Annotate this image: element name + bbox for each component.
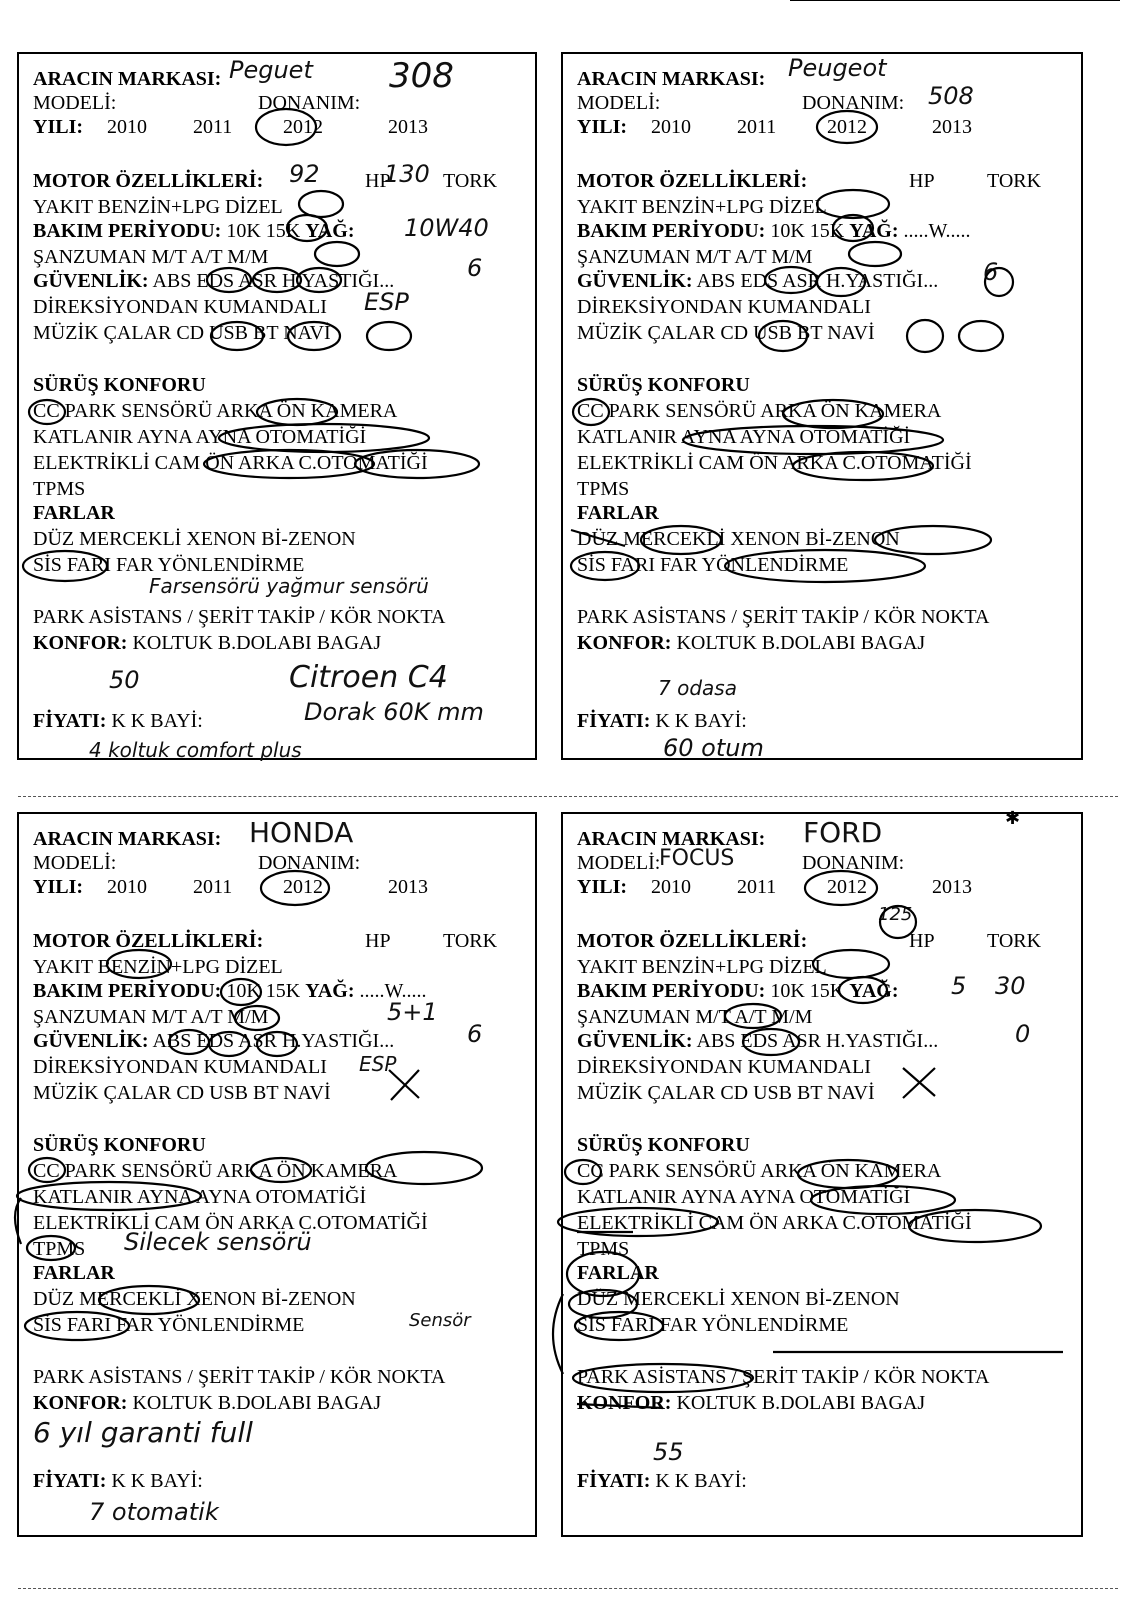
year-2011: 2011: [193, 876, 233, 898]
music-line: MÜZİK ÇALAR CD USB BT NAVİ: [577, 1082, 875, 1104]
oil-b-handwritten: 30: [995, 972, 1026, 1000]
price-label: FİYATI:: [577, 710, 651, 732]
hp-handwritten: 125: [878, 904, 913, 925]
torque-handwritten: 130: [384, 160, 430, 188]
year-2010: 2010: [651, 876, 691, 898]
assist-line: PARK ASİSTANS / ŞERİT TAKİP / KÖR NOKTA: [577, 1366, 990, 1388]
brand-handwritten: Peugeot: [788, 54, 887, 82]
comfort-label: SÜRÜŞ KONFORU: [577, 374, 750, 396]
price-label: FİYATI:: [577, 1470, 651, 1492]
gearbox-line: ŞANZUMAN M/T A/T M/M: [33, 1006, 269, 1028]
konfor-label: KONFOR:: [33, 1392, 128, 1414]
year-2010: 2010: [107, 876, 147, 898]
model-label: MODELİ:: [577, 92, 661, 114]
safety-label: GÜVENLİK:: [33, 270, 149, 292]
comfort-label: SÜRÜŞ KONFORU: [33, 1134, 206, 1156]
assist-line: PARK ASİSTANS / ŞERİT TAKİP / KÖR NOKTA: [33, 606, 446, 628]
steering-handwritten: ESP: [364, 288, 409, 316]
year-2013: 2013: [932, 876, 972, 898]
airbag-handwritten: 6: [467, 1020, 483, 1048]
konfor-note-handwritten: 6 yıl garanti full: [33, 1416, 253, 1449]
lights-line-2: SİS FARI FAR YÖNLENDİRME: [33, 554, 305, 576]
fuel-line: YAKIT BENZİN+LPG DİZEL: [33, 196, 283, 218]
gearbox-handwritten: 5+1: [387, 998, 438, 1026]
oil-label: YAĞ:: [849, 220, 899, 242]
airbag-handwritten: 6: [467, 254, 483, 282]
cut-line-middle: [18, 796, 1118, 797]
trim-label: DONANIM:: [802, 92, 905, 114]
dealer-handwritten: Dorak 60K mm: [304, 698, 484, 726]
card-4: [561, 812, 1083, 1537]
comfort-line-1: CC PARK SENSÖRÜ ARKA ÖN KAMERA: [577, 400, 942, 422]
price-rest: K K BAYİ:: [655, 710, 747, 732]
oil-blank: .....W.....: [359, 980, 427, 1002]
cut-line-bottom: [18, 1588, 1118, 1589]
engine-label: MOTOR ÖZELLİKLERİ:: [33, 930, 264, 952]
citroen-note-handwritten: Citroen C4: [289, 660, 448, 695]
steering-line: DİREKSİYONDAN KUMANDALI: [577, 296, 871, 318]
brand-label: ARACIN MARKASI:: [33, 68, 222, 90]
safety-label: GÜVENLİK:: [33, 1030, 149, 1052]
brand-label: ARACIN MARKASI:: [577, 828, 766, 850]
assist-line: PARK ASİSTANS / ŞERİT TAKİP / KÖR NOKTA: [33, 1366, 446, 1388]
service-options: 10K 15K: [770, 980, 845, 1002]
comfort-line-3: ELEKTRİKLİ CAM ÖN ARKA C.OTOMATİĞİ: [577, 452, 972, 474]
year-2010: 2010: [107, 116, 147, 138]
comfort-line-3: ELEKTRİKLİ CAM ÖN ARKA C.OTOMATİĞİ: [33, 452, 428, 474]
oil-handwritten: 10W40: [404, 214, 489, 242]
price-note-handwritten: 55: [653, 1438, 684, 1466]
engine-label: MOTOR ÖZELLİKLERİ:: [577, 930, 808, 952]
engine-label: MOTOR ÖZELLİKLERİ:: [577, 170, 808, 192]
hp-handwritten: 92: [289, 160, 320, 188]
lights-line-2: SİS FARI FAR YÖNLENDİRME: [33, 1314, 305, 1336]
brand-handwritten: HONDA: [249, 816, 354, 849]
comfort-label: SÜRÜŞ KONFORU: [577, 1134, 750, 1156]
service-label: BAKIM PERİYODU:: [33, 980, 222, 1002]
year-2010: 2010: [651, 116, 691, 138]
year-2011: 2011: [193, 116, 233, 138]
torque-label: TORK: [443, 170, 498, 192]
year-label: YILI:: [577, 876, 628, 898]
comfort-line-2: KATLANIR AYNA AYNA OTOMATİĞİ: [33, 426, 367, 448]
hp-label: HP: [365, 170, 391, 192]
oil-blank: .....W.....: [903, 220, 971, 242]
year-label: YILI:: [33, 876, 84, 898]
lights-note-handwritten: Sensör: [409, 1310, 471, 1331]
card-3: [17, 812, 537, 1537]
fuel-line: YAKIT BENZİN+LPG DİZEL: [33, 956, 283, 978]
comfort-line-4: TPMS: [577, 478, 630, 500]
service-label: BAKIM PERİYODU:: [577, 980, 766, 1002]
card-2: [561, 52, 1083, 760]
gearbox-line: ŞANZUMAN M/T A/T M/M: [33, 246, 269, 268]
lights-line-1: DÜZ MERCEKLİ XENON Bİ-ZENON: [33, 1288, 356, 1310]
brand-label: ARACIN MARKASI:: [577, 68, 766, 90]
music-line: MÜZİK ÇALAR CD USB BT NAVİ: [33, 1082, 331, 1104]
year-label: YILI:: [33, 116, 84, 138]
service-options: 10K 15K: [226, 980, 301, 1002]
model-number-handwritten: 308: [389, 56, 454, 96]
hp-label: HP: [909, 930, 935, 952]
tpms-note-handwritten: Silecek sensörü: [124, 1228, 312, 1256]
model-label: MODELİ:: [577, 852, 661, 874]
safety-label: GÜVENLİK:: [577, 270, 693, 292]
safety-options: ABS EDS ASR H.YASTIĞI...: [696, 270, 939, 292]
konfor-options: KOLTUK B.DOLABI BAGAJ: [132, 1392, 382, 1414]
price-rest: K K BAYİ:: [111, 1470, 203, 1492]
lights-line-1: DÜZ MERCEKLİ XENON Bİ-ZENON: [33, 528, 356, 550]
price-rest: K K BAYİ:: [111, 710, 203, 732]
comfort-line-1: CC PARK SENSÖRÜ ARKA ÖN KAMERA: [33, 400, 398, 422]
assist-line: PARK ASİSTANS / ŞERİT TAKİP / KÖR NOKTA: [577, 606, 990, 628]
model-label: MODELİ:: [33, 92, 117, 114]
comfort-line-1: CC PARK SENSÖRÜ ARKA ÖN KAMERA: [33, 1160, 398, 1182]
konfor-label: KONFOR:: [577, 1392, 672, 1414]
star-mark: ✱: [1005, 808, 1021, 828]
comfort-line-1: CC PARK SENSÖRÜ ARKA ÖN KAMERA: [577, 1160, 942, 1182]
bottom-note-handwritten: 60 otum: [663, 734, 764, 762]
konfor-label: KONFOR:: [577, 632, 672, 654]
year-2012: 2012: [283, 116, 323, 138]
airbag-handwritten: 6: [983, 258, 999, 286]
service-options: 10K 15K: [770, 220, 845, 242]
price-label: FİYATI:: [33, 1470, 107, 1492]
torque-label: TORK: [987, 930, 1042, 952]
price-label: FİYATI:: [33, 710, 107, 732]
service-label: BAKIM PERİYODU:: [577, 220, 766, 242]
gearbox-line: ŞANZUMAN M/T A/T M/M: [577, 246, 813, 268]
gearbox-line: ŞANZUMAN M/T A/T M/M: [577, 1006, 813, 1028]
oil-a-handwritten: 5: [951, 972, 967, 1000]
konfor-options: KOLTUK B.DOLABI BAGAJ: [132, 632, 382, 654]
comfort-label: SÜRÜŞ KONFORU: [33, 374, 206, 396]
oil-label: YAĞ:: [305, 220, 355, 242]
konfor-options: KOLTUK B.DOLABI BAGAJ: [676, 1392, 926, 1414]
lights-line-1: DÜZ MERCEKLİ XENON Bİ-ZENON: [577, 528, 900, 550]
oil-label: YAĞ:: [849, 980, 899, 1002]
lights-label: FARLAR: [577, 1262, 659, 1284]
year-2013: 2013: [932, 116, 972, 138]
lights-note-handwritten: Farsensörü yağmur sensörü: [149, 574, 429, 598]
lights-line-1: DÜZ MERCEKLİ XENON Bİ-ZENON: [577, 1288, 900, 1310]
brand-label: ARACIN MARKASI:: [33, 828, 222, 850]
comfort-line-2: KATLANIR AYNA AYNA OTOMATİĞİ: [33, 1186, 367, 1208]
service-options: 10K 15K: [226, 220, 301, 242]
year-2013: 2013: [388, 876, 428, 898]
safety-options: ABS EDS ASR H.YASTIĞI...: [696, 1030, 939, 1052]
konfor-label: KONFOR:: [33, 632, 128, 654]
steering-handwritten: ESP: [359, 1052, 397, 1076]
comfort-line-4: TPMS: [33, 1238, 86, 1260]
comfort-line-2: KATLANIR AYNA AYNA OTOMATİĞİ: [577, 1186, 911, 1208]
steering-line: DİREKSİYONDAN KUMANDALI: [577, 1056, 871, 1078]
konfor-options: KOLTUK B.DOLABI BAGAJ: [676, 632, 926, 654]
note-50-handwritten: 50: [109, 666, 140, 694]
price-note-handwritten: 7 odasa: [658, 676, 737, 700]
comfort-line-3: ELEKTRİKLİ CAM ÖN ARKA C.OTOMATİĞİ: [33, 1212, 428, 1234]
fuel-line: YAKIT BENZİN+LPG DİZEL: [577, 196, 827, 218]
oil-label: YAĞ:: [305, 980, 355, 1002]
lights-line-2: SİS FARI FAR YÖNLENDİRME: [577, 554, 849, 576]
trim-label: DONANIM:: [258, 852, 361, 874]
year-label: YILI:: [577, 116, 628, 138]
brand-handwritten: FORD: [803, 816, 883, 849]
year-2012: 2012: [827, 116, 867, 138]
year-2011: 2011: [737, 876, 777, 898]
brand-handwritten: Peguet: [229, 56, 313, 84]
steering-line: DİREKSİYONDAN KUMANDALI: [33, 296, 327, 318]
service-label: BAKIM PERİYODU:: [33, 220, 222, 242]
trim-label: DONANIM:: [258, 92, 361, 114]
model-handwritten: FOCUS: [659, 846, 735, 871]
model-number-handwritten: 508: [928, 82, 974, 110]
safety-options: ABS EDS ASR H.YASTIĞI...: [152, 1030, 395, 1052]
hp-label: HP: [909, 170, 935, 192]
safety-options: ABS EDS ASR H.YASTIĞI...: [152, 270, 395, 292]
comfort-line-2: KATLANIR AYNA AYNA OTOMATİĞİ: [577, 426, 911, 448]
card-1: [17, 52, 537, 760]
airbag-handwritten: 0: [1015, 1020, 1031, 1048]
year-2012: 2012: [283, 876, 323, 898]
trim-label: DONANIM:: [802, 852, 905, 874]
year-2012: 2012: [827, 876, 867, 898]
torque-label: TORK: [987, 170, 1042, 192]
lights-label: FARLAR: [33, 1262, 115, 1284]
bottom-note-handwritten: 4 koltuk comfort plus: [89, 738, 302, 762]
lights-line-2: SİS FARI FAR YÖNLENDİRME: [577, 1314, 849, 1336]
comfort-line-4: TPMS: [577, 1238, 630, 1260]
price-rest: K K BAYİ:: [655, 1470, 747, 1492]
fuel-line: YAKIT BENZİN+LPG DİZEL: [577, 956, 827, 978]
steering-line: DİREKSİYONDAN KUMANDALI: [33, 1056, 327, 1078]
comfort-line-3: ELEKTRİKLİ CAM ÖN ARKA C.OTOMATİĞİ: [577, 1212, 972, 1234]
comfort-line-4: TPMS: [33, 478, 86, 500]
engine-label: MOTOR ÖZELLİKLERİ:: [33, 170, 264, 192]
year-2011: 2011: [737, 116, 777, 138]
music-line: MÜZİK ÇALAR CD USB BT NAVİ: [33, 322, 331, 344]
lights-label: FARLAR: [577, 502, 659, 524]
year-2013: 2013: [388, 116, 428, 138]
safety-label: GÜVENLİK:: [577, 1030, 693, 1052]
model-label: MODELİ:: [33, 852, 117, 874]
bottom-note-handwritten: 7 otomatik: [89, 1498, 219, 1526]
lights-label: FARLAR: [33, 502, 115, 524]
top-edge-line: [790, 0, 1120, 1]
torque-label: TORK: [443, 930, 498, 952]
hp-label: HP: [365, 930, 391, 952]
music-line: MÜZİK ÇALAR CD USB BT NAVİ: [577, 322, 875, 344]
